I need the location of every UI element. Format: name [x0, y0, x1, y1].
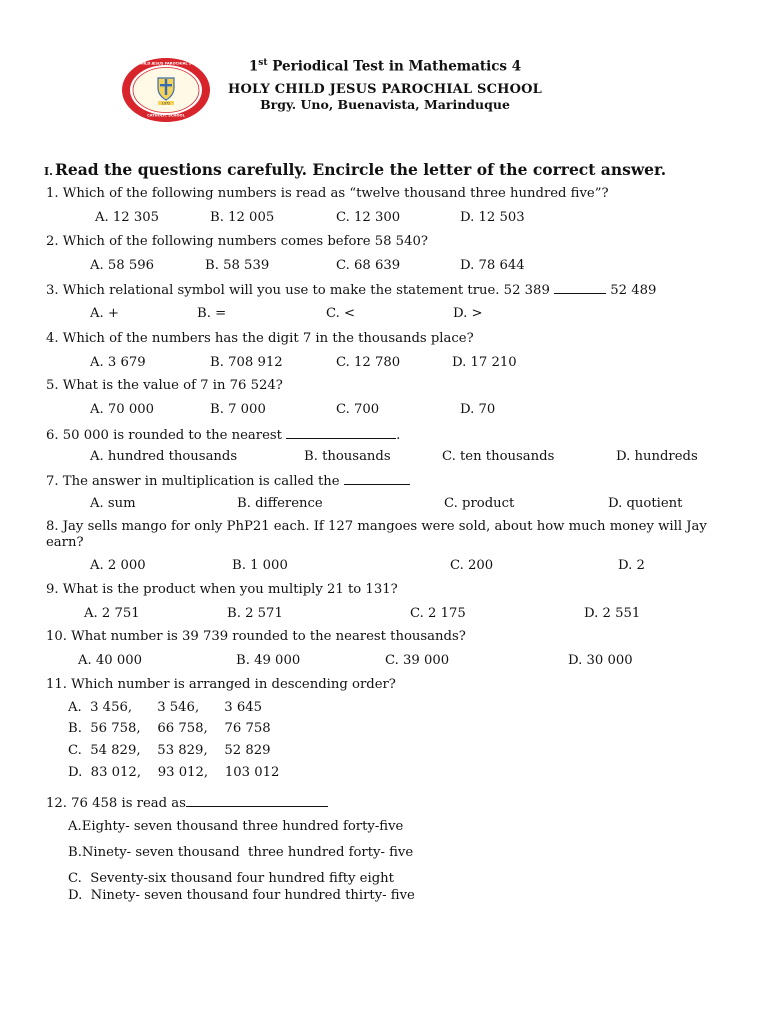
q10-option-b[interactable]: B. 49 000 [236, 653, 301, 668]
q5-option-b[interactable]: B. 7 000 [210, 402, 266, 417]
q7-option-d[interactable]: D. quotient [608, 496, 683, 511]
q10-option-a[interactable]: A. 40 000 [78, 653, 143, 668]
school-name: HOLY CHILD JESUS PAROCHIAL SCHOOL [228, 82, 542, 97]
q10-option-d[interactable]: D. 30 000 [568, 653, 633, 668]
q5-option-d[interactable]: D. 70 [460, 402, 496, 417]
q9-option-b[interactable]: B. 2 571 [227, 606, 283, 621]
question-10: 10. What number is 39 739 rounded to the nearest thousands? [46, 629, 466, 644]
q6-option-a[interactable]: A. hundred thousands [90, 449, 238, 464]
q3-option-a[interactable]: A. + [90, 306, 119, 321]
q1-option-a[interactable]: A. 12 305 [95, 210, 160, 225]
question-3: 3. Which relational symbol will you use to make the statement true. 52 389 52 489 [46, 283, 657, 298]
q7-option-c[interactable]: C. product [444, 496, 515, 511]
q11-option-a[interactable]: A. 3 456, 3 546, 3 645 [68, 700, 263, 715]
answer-blank[interactable] [286, 426, 396, 439]
answer-blank[interactable] [186, 794, 328, 807]
question-8: 8. Jay sells mango for only PhP21 each. If 127 mangoes were sold, about how much money will Jay earn? [46, 519, 707, 550]
q6-option-d[interactable]: D. hundreds [616, 449, 698, 464]
q7-option-a[interactable]: A. sum [90, 496, 136, 511]
school-address: Brgy. Uno, Buenavista, Marinduque [260, 97, 510, 112]
q12-option-a[interactable]: A.Eighty- seven thousand three hundred forty-five [68, 819, 404, 834]
q2-option-d[interactable]: D. 78 644 [460, 258, 525, 273]
question-11: 11. Which number is arranged in descending order? [46, 677, 396, 692]
q2-option-b[interactable]: B. 58 539 [205, 258, 270, 273]
q2-option-a[interactable]: A. 58 596 [90, 258, 155, 273]
svg-text:HOLY CHILD JESUS PAROCHIAL SCH: HOLY CHILD JESUS PAROCHIAL SCHOOL [126, 61, 206, 66]
question-6: 6. 50 000 is rounded to the nearest . [46, 428, 401, 443]
question-9: 9. What is the product when you multiply 21 to 131? [46, 582, 398, 597]
test-title: 1st Periodical Test in Mathematics 4 [248, 58, 522, 75]
q3-option-c[interactable]: C. < [326, 306, 356, 321]
q1-option-d[interactable]: D. 12 503 [460, 210, 525, 225]
question-5: 5. What is the value of 7 in 76 524? [46, 378, 283, 393]
question-4: 4. Which of the numbers has the digit 7 in the thousands place? [46, 331, 474, 346]
q5-option-a[interactable]: A. 70 000 [90, 402, 155, 417]
q3-option-d[interactable]: D. > [453, 306, 483, 321]
q6-option-b[interactable]: B. thousands [304, 449, 391, 464]
answer-blank[interactable] [344, 472, 410, 485]
q10-option-c[interactable]: C. 39 000 [385, 653, 450, 668]
q9-option-a[interactable]: A. 2 751 [84, 606, 140, 621]
q4-option-d[interactable]: D. 17 210 [452, 355, 517, 370]
q4-option-c[interactable]: C. 12 780 [336, 355, 401, 370]
q4-option-b[interactable]: B. 708 912 [210, 355, 283, 370]
question-12: 12. 76 458 is read as [46, 794, 746, 812]
q8-option-c[interactable]: C. 200 [450, 558, 494, 573]
q3-option-b[interactable]: B. = [197, 306, 227, 321]
q12-option-b[interactable]: B.Ninety- seven thousand three hundred forty- five [68, 845, 414, 860]
q11-option-d[interactable]: D. 83 012, 93 012, 103 012 [68, 765, 280, 780]
question-7: 7. The answer in multiplication is called the [46, 472, 746, 490]
svg-text:1972: 1972 [161, 101, 171, 106]
q11-option-b[interactable]: B. 56 758, 66 758, 76 758 [68, 721, 271, 736]
q8-option-d[interactable]: D. 2 [618, 558, 645, 573]
q2-option-c[interactable]: C. 68 639 [336, 258, 401, 273]
q1-option-b[interactable]: B. 12 005 [210, 210, 275, 225]
q8-option-a[interactable]: A. 2 000 [90, 558, 146, 573]
q6-option-c[interactable]: C. ten thousands [442, 449, 555, 464]
svg-text:CATHOLIC SCHOOL: CATHOLIC SCHOOL [147, 113, 185, 118]
question-1: 1. Which of the following numbers is read as “twelve thousand three hundred five”? [46, 186, 609, 201]
answer-blank[interactable] [554, 281, 606, 294]
q12-option-d[interactable]: D. Ninety- seven thousand four hundred thirty- five [68, 888, 415, 903]
q4-option-a[interactable]: A. 3 679 [90, 355, 146, 370]
q11-option-c[interactable]: C. 54 829, 53 829, 52 829 [68, 743, 271, 758]
q1-option-c[interactable]: C. 12 300 [336, 210, 401, 225]
school-seal-logo [120, 56, 212, 124]
q5-option-c[interactable]: C. 700 [336, 402, 380, 417]
q12-option-c[interactable]: C. Seventy-six thousand four hundred fifty eight [68, 871, 394, 886]
instructions: I. Read the questions carefully. Encircle the letter of the correct answer. [44, 160, 667, 179]
q9-option-d[interactable]: D. 2 551 [584, 606, 641, 621]
q8-option-b[interactable]: B. 1 000 [232, 558, 288, 573]
question-2: 2. Which of the following numbers comes before 58 540? [46, 234, 428, 249]
q7-option-b[interactable]: B. difference [237, 496, 323, 511]
q9-option-c[interactable]: C. 2 175 [410, 606, 466, 621]
